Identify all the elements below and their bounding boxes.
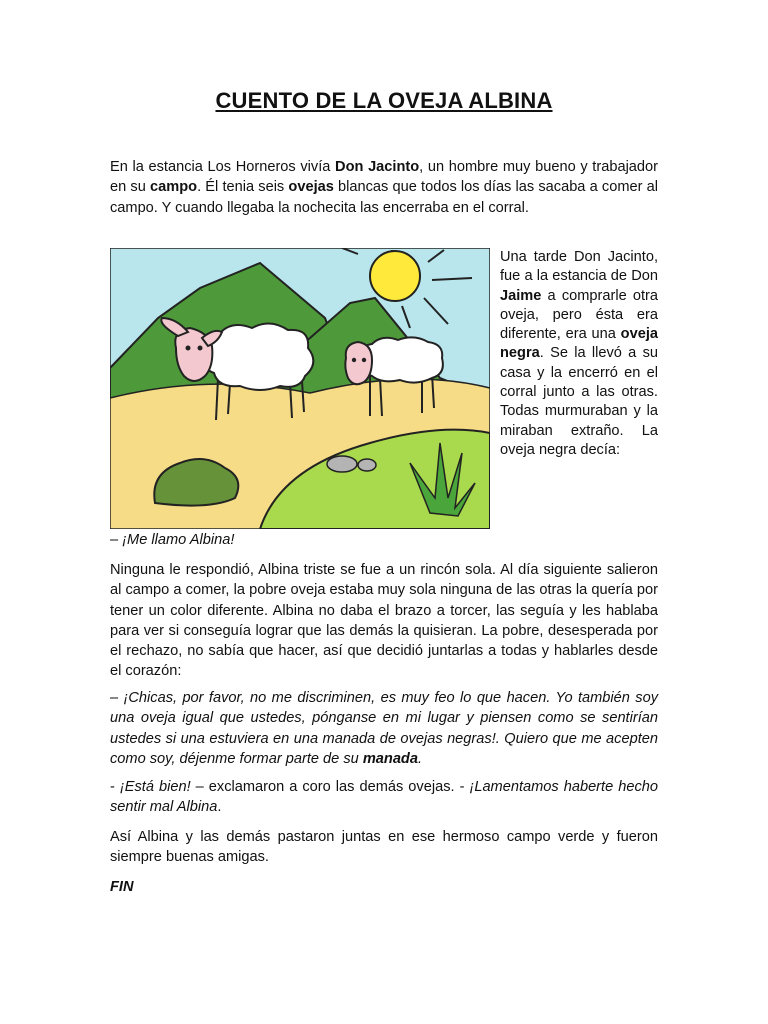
bold-text: ovejas <box>288 179 334 196</box>
text-span: Una tarde Don Jacinto, fue a la estancia de Don <box>500 249 658 285</box>
bold-text: Don Jacinto <box>335 159 420 175</box>
sheep-illustration <box>110 248 490 529</box>
text-span: blancas que todos los días las sacaba a comer al campo. Y cuando llegaba la nochecita las encerraba en el corral. <box>110 179 658 216</box>
text-span: , un hombre muy bueno y trabajador en su <box>110 159 659 196</box>
text-span: - <box>110 779 120 795</box>
text-span: – ¡Chicas, por favor, no me discriminen, es muy feo lo que hacen. Yo también soy una oveja igual que ustedes, pónganse en mi lugar y piensen como se sentirían ustedes si una estuviera en una manada de ovejas negras!. Quiero que me acepten como soy, déjenme formar parte de su <box>110 690 658 767</box>
text-span: . Él tenia seis <box>197 179 289 196</box>
sun-icon <box>370 251 420 301</box>
text-span: . <box>417 750 423 767</box>
page-title: CUENTO DE LA OVEJA ALBINA <box>215 88 553 113</box>
rock <box>358 459 376 471</box>
paragraph-side-text <box>500 248 658 460</box>
paragraph-rechazo: Ninguna le respondió, Albina triste se fue a un rincón sola. Al día siguiente salieron al campo a comer, la pobre oveja estaba muy sola ninguna de las otras la quería por tener un color diferente. Albina no daba el brazo a torcer, las seguía y les hablaba para ver si conseguía lograr que las demás la quisieran. La pobre, desesperada por el rechazo, no sabía que hacer, así que decidió juntarlas a todas y hablarles desde el corazón: <box>110 562 658 680</box>
text-span: a comprarle otra oveja, pero ésta era diferente, era una <box>500 287 658 343</box>
paragraph-final: Así Albina y las demás pastaron juntas en ese hermoso campo verde y fueron siempre buenas amigas. <box>110 829 658 866</box>
quote-esta-bien <box>110 777 658 818</box>
paragraph-intro <box>110 157 658 218</box>
text-span: . <box>217 799 222 816</box>
text-span: – exclamaron a coro las demás ovejas. - <box>190 779 470 795</box>
illustration-svg <box>110 248 490 529</box>
quote-chicas <box>110 688 658 769</box>
text-span: . Se la llevó a su casa y la encerró en el corral junto a las otras. Todas murmuraban y la miraban extraño. La oveja negra decía: <box>500 345 658 458</box>
side-paragraph <box>500 248 658 460</box>
italic-text: ¡Lamentamos haberte hecho sentir mal Albina <box>110 779 658 816</box>
quote-me-llamo: – ¡Me llamo Albina! <box>110 532 235 548</box>
fin-label: FIN <box>110 879 134 895</box>
bold-text: Jaime <box>500 287 542 304</box>
text-span: En la estancia Los Horneros vivía <box>110 159 336 175</box>
italic-text: ¡Está bien! <box>119 779 191 795</box>
bold-text: manada <box>362 750 418 767</box>
rock <box>327 456 357 472</box>
bold-text: oveja negra <box>500 326 658 362</box>
bold-text: campo <box>150 179 198 196</box>
